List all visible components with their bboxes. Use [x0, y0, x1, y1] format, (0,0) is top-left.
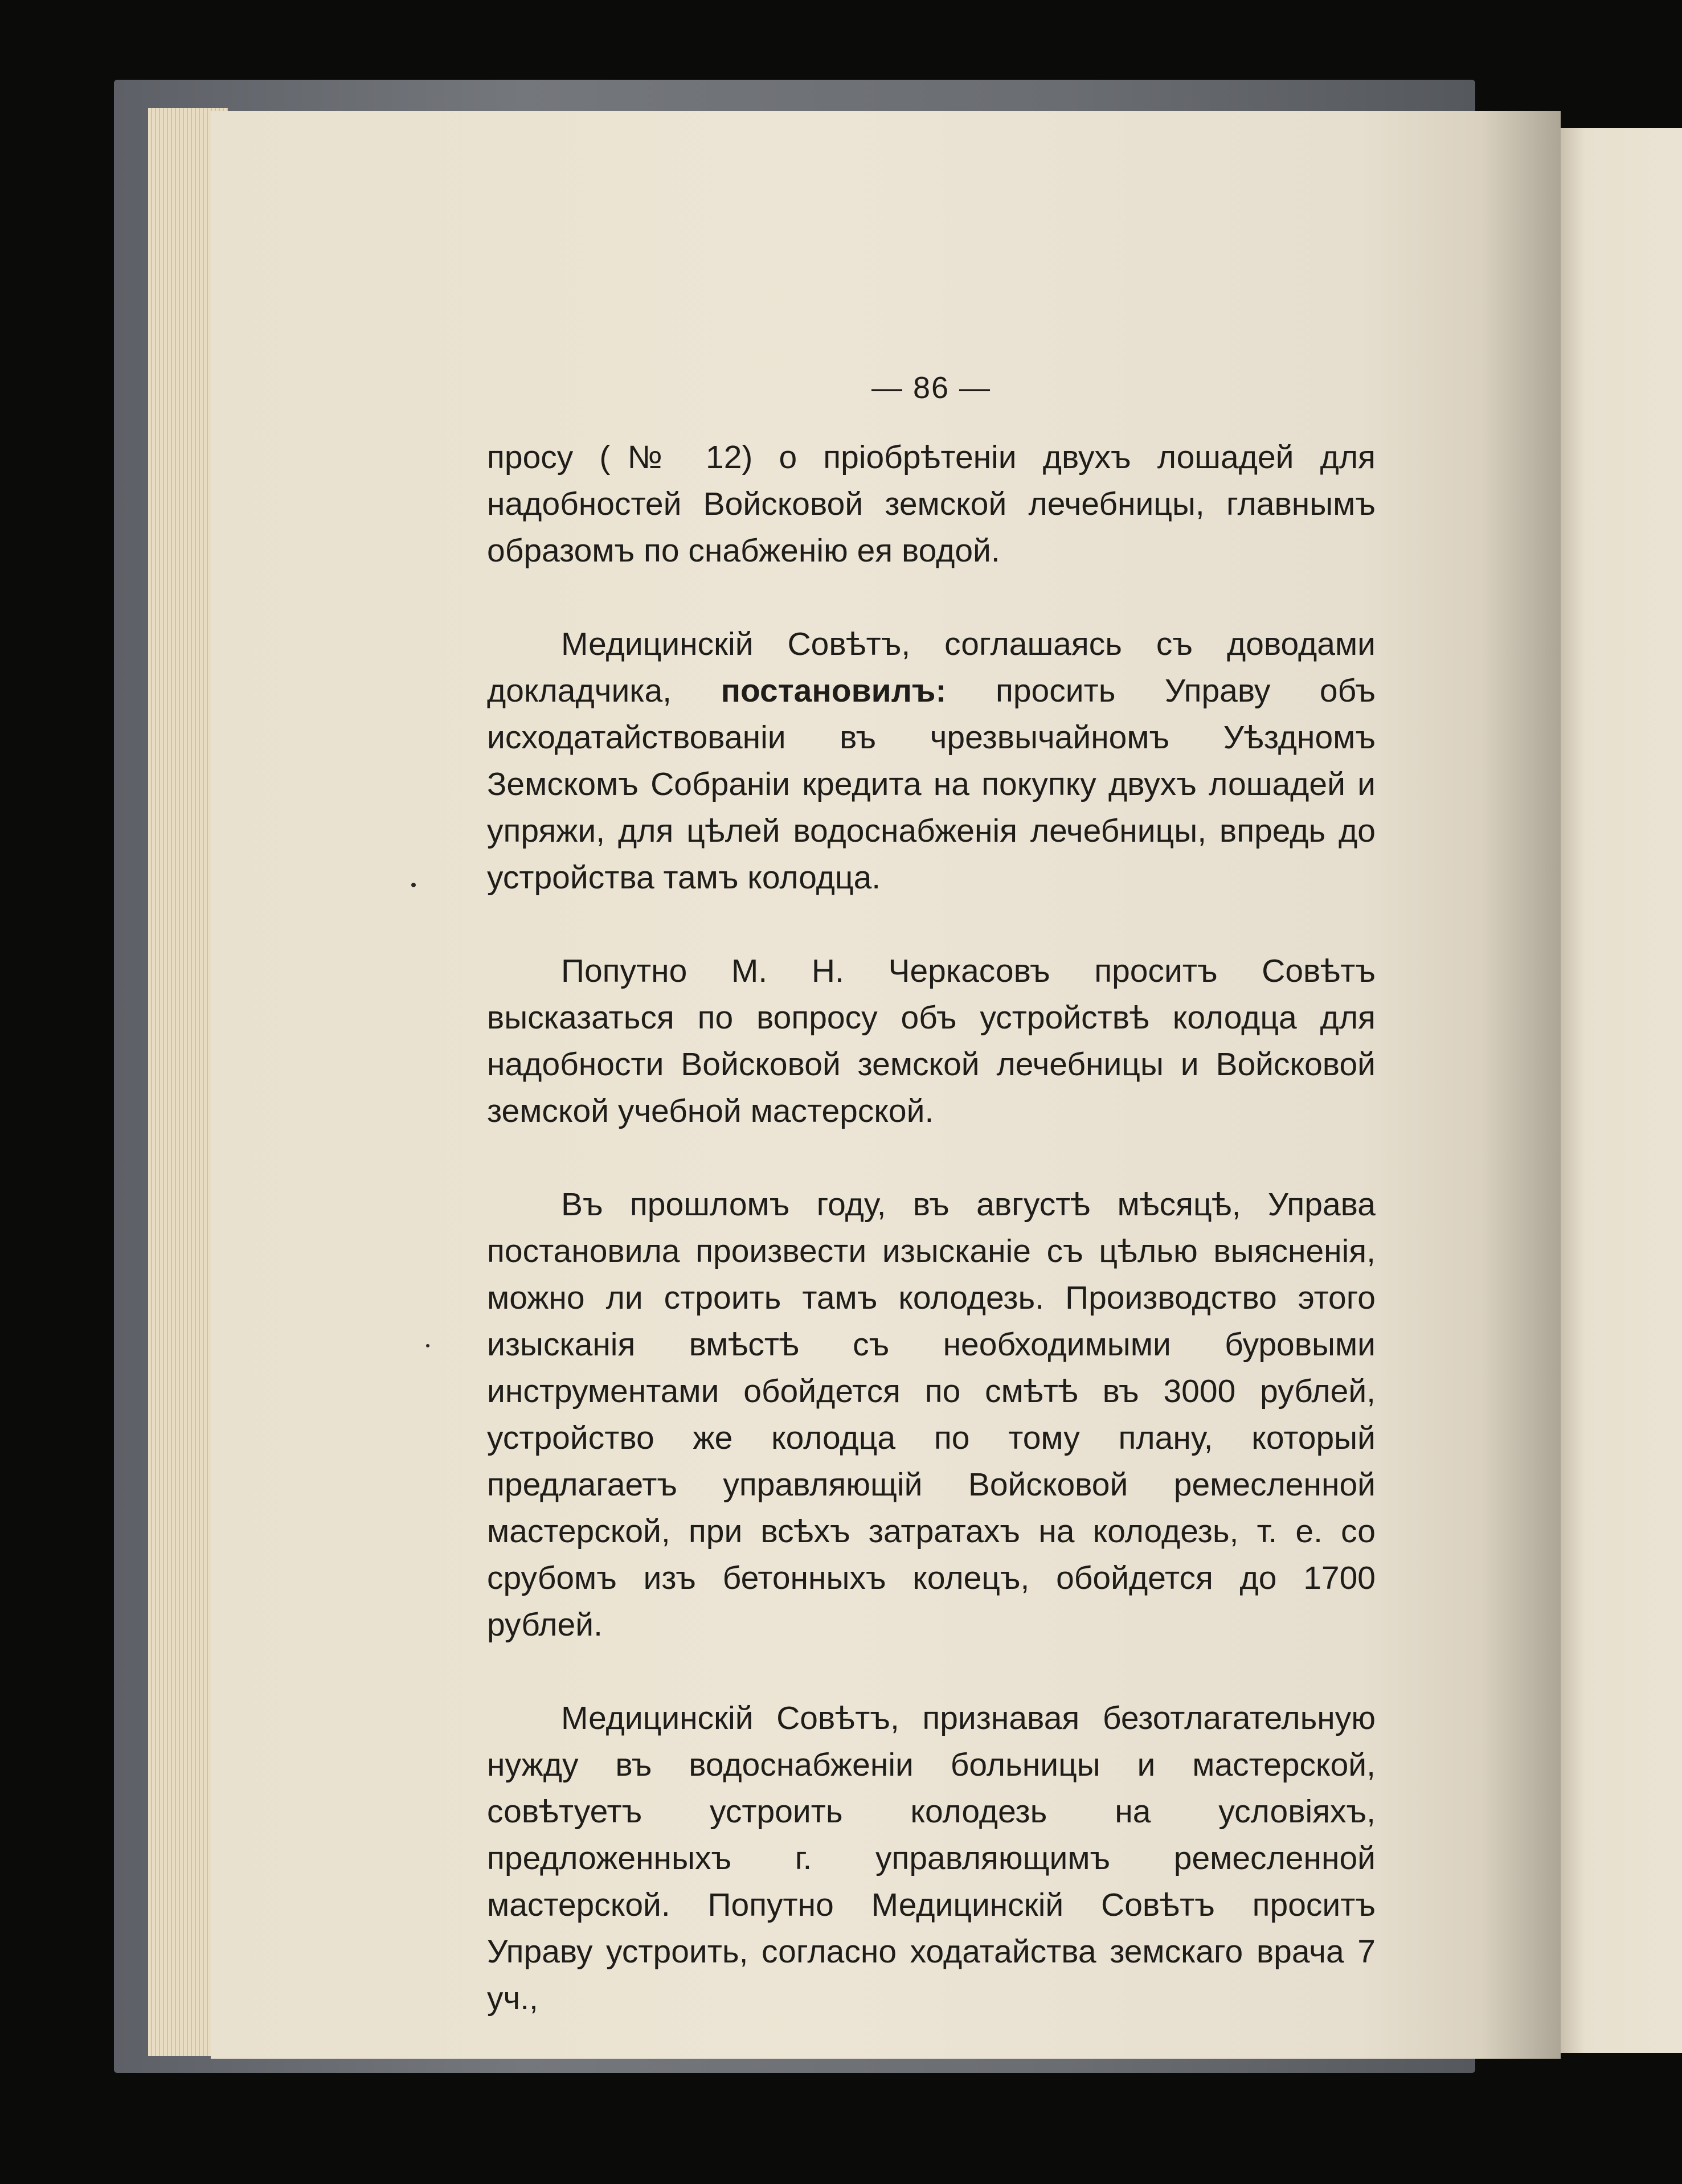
paragraph-4: Въ прошломъ году, въ августѣ мѣсяцѣ, Управа постановила произвести изысканіе съ цѣлью выясненія, можно ли строить тамъ колодезь. Производство этого изысканія вмѣстѣ съ необходимыми буровыми инструментами обойдется по смѣтѣ въ 3000 рублей, устройство же колодца по тому плану, который предлагаетъ управляющій Войсковой ремесленной мастерской, при всѣхъ затратахъ на колодезь, т. е. со срубомъ изъ бетонныхъ колецъ, обойдется до 1700 рублей.: [487, 1186, 1376, 1643]
page-number: — 86 —: [871, 371, 992, 405]
paragraph-3: Попутно М. Н. Черкасовъ проситъ Совѣтъ высказаться по вопросу объ устройствѣ колодца для надобности Войсковой земской лечебницы и Войсковой земской учебной мастерской.: [487, 953, 1376, 1129]
paragraph-5: Медицинскій Совѣтъ, признавая безотлагательную нужду въ водоснабженіи больницы и мастерской, совѣтуетъ устроить колодезь на условіяхъ, предложенныхъ г. управляющимъ ремесленной мастерской. Попутно Медицинскій Совѣтъ проситъ Управу устроить, согласно ходатайства земскаго врача 7 уч.,: [487, 1700, 1376, 2017]
speck-mark: [411, 883, 416, 887]
paragraph-2: [487, 621, 1376, 901]
paragraph-1: просу (№ 12) о пріобрѣтеніи двухъ лошадей для надобностей Войсковой земской лечебницы, главнымъ образомъ по снабженію ея водой.: [487, 439, 1376, 569]
page-text: [487, 364, 1376, 2068]
resolution-keyword: постановилъ:: [721, 673, 947, 709]
gutter-shadow: [1481, 111, 1561, 2059]
paragraph-2-lead: Медицинскій Совѣтъ, соглашаясь съ доводами докладчика,: [487, 626, 1376, 709]
paragraph-2-rest: просить Управу объ исходатайствованіи въ чрезвычайномъ Уѣздномъ Земскомъ Собраніи кредита на покупку двухъ лошадей и упряжи, для цѣлей водоснабженія лечебницы, впредь до устройства тамъ колодца.: [487, 673, 1376, 896]
speck-mark: [426, 1344, 429, 1347]
facing-page-edge: [1561, 128, 1682, 2053]
